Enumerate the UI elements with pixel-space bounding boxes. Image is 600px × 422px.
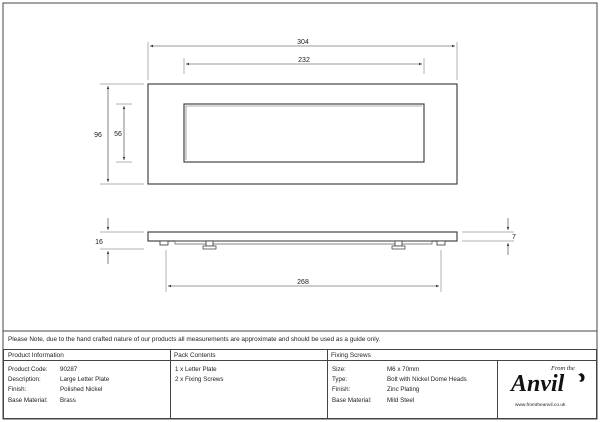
screw-type-value: Bolt with Nickel Dome Heads bbox=[387, 376, 467, 384]
dim-label-56: 56 bbox=[114, 131, 122, 138]
dim-label-232: 232 bbox=[298, 57, 310, 64]
screw-base-material-value: Mild Steel bbox=[387, 396, 415, 404]
finish-value: Polished Nickel bbox=[60, 386, 103, 394]
screw-finish-label: Finish: bbox=[332, 386, 351, 394]
side-view-foot-left bbox=[160, 241, 168, 245]
logo-anvil-name: Anvil bbox=[511, 371, 565, 397]
screw-boss-left bbox=[206, 241, 213, 246]
from-the-anvil-logo bbox=[505, 361, 591, 411]
fixing-screws-values bbox=[387, 365, 467, 406]
pack-item: 2 x Fixing Screws bbox=[175, 376, 224, 384]
screw-boss-right bbox=[395, 241, 402, 246]
column-divider-3 bbox=[497, 361, 498, 418]
screw-finish-value: Zinc Plating bbox=[387, 386, 420, 394]
logo-from-the: From the bbox=[551, 365, 575, 372]
pack-contents-list bbox=[175, 365, 223, 385]
column-divider-1 bbox=[170, 350, 171, 418]
screw-size-label: Size: bbox=[332, 366, 346, 373]
dim-label-16: 16 bbox=[95, 239, 103, 246]
dimension-opening-height bbox=[114, 104, 132, 162]
dim-label-96: 96 bbox=[94, 132, 102, 139]
screw-right bbox=[392, 246, 405, 249]
product-info-values bbox=[60, 365, 109, 406]
dimension-screw-spacing bbox=[166, 250, 441, 292]
product-code-value: 90287 bbox=[60, 366, 78, 373]
product-info-header: Product Information bbox=[4, 350, 170, 361]
dimension-depth bbox=[95, 218, 144, 264]
fixing-screws-header: Fixing Screws bbox=[327, 350, 596, 361]
logo-swirl-icon bbox=[578, 373, 585, 382]
dim-label-304: 304 bbox=[297, 39, 309, 46]
screw-type-label: Type: bbox=[332, 376, 348, 384]
column-divider-2 bbox=[327, 350, 328, 418]
front-view-plate bbox=[148, 84, 457, 184]
dim-label-7: 7 bbox=[512, 234, 516, 241]
side-view-plate bbox=[148, 232, 457, 241]
logo-url: www.fromtheanvil.co.uk bbox=[515, 403, 566, 408]
dimension-flange bbox=[462, 218, 516, 255]
dim-label-268: 268 bbox=[297, 279, 309, 286]
fixing-screws-labels bbox=[332, 365, 372, 406]
pack-contents-header: Pack Contents bbox=[170, 350, 327, 361]
product-info-labels bbox=[8, 365, 48, 406]
base-material-value: Brass bbox=[60, 396, 76, 404]
screw-size-value: M6 x 70mm bbox=[387, 366, 420, 373]
screw-base-material-label: Base Material: bbox=[332, 396, 372, 404]
base-material-label: Base Material: bbox=[8, 396, 48, 404]
screw-left bbox=[203, 246, 216, 249]
front-view-opening bbox=[184, 104, 424, 162]
side-view-foot-right bbox=[437, 241, 445, 245]
pack-item: 1 x Letter Plate bbox=[175, 366, 217, 373]
description-value: Large Letter Plate bbox=[60, 376, 110, 384]
description-label: Description: bbox=[8, 376, 41, 384]
dimension-opening-width bbox=[184, 57, 424, 74]
finish-label: Finish: bbox=[8, 386, 27, 394]
side-view bbox=[148, 232, 457, 249]
measurement-note: Please Note, due to the hand crafted nature of our products all measurements are approximate and should be used as a guide only. bbox=[8, 336, 381, 343]
product-code-label: Product Code: bbox=[8, 366, 48, 373]
